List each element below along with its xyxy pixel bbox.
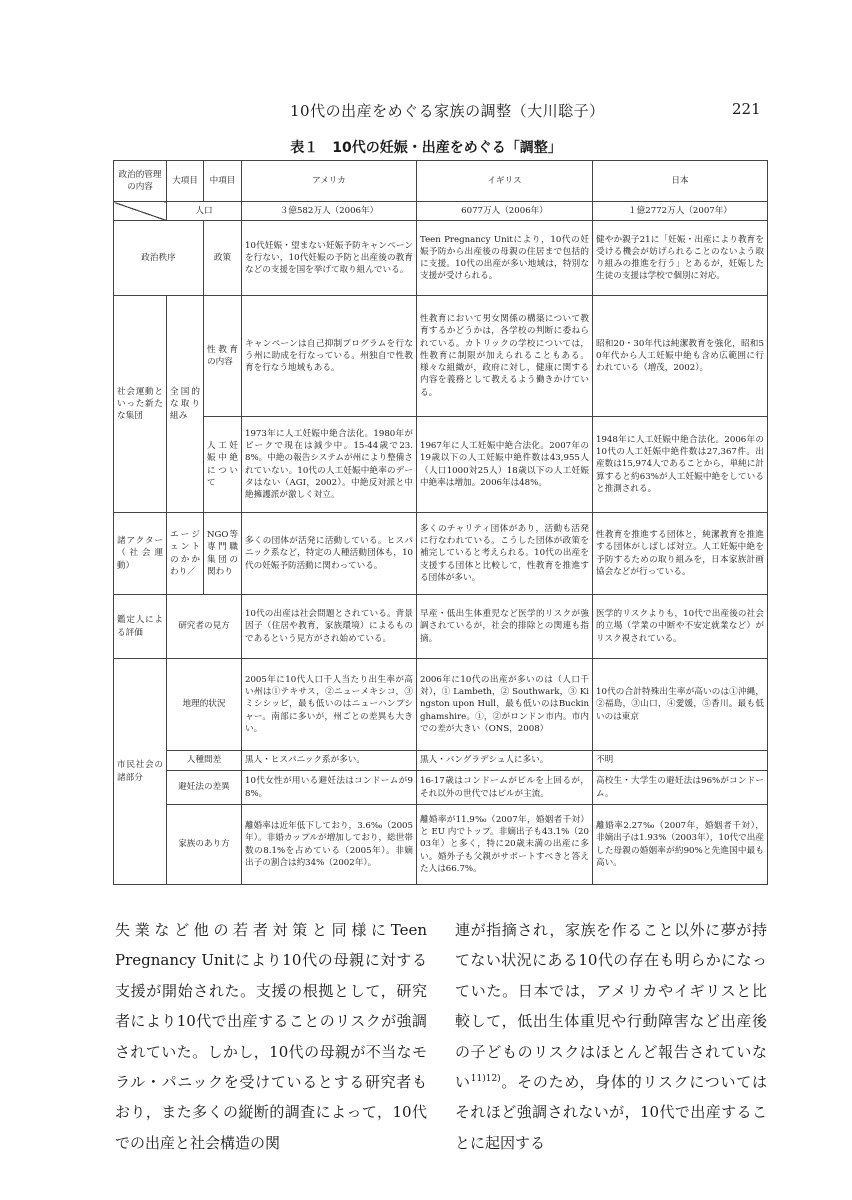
header-cell-management: 政治的管理の内容 — [114, 161, 167, 202]
category-civil-society: 市民社会の諸部分 — [114, 659, 167, 885]
table-row-actors — [114, 513, 768, 595]
item-family: 家族のあり方 — [167, 805, 242, 885]
cell-policy-japan: 健やか親子21に「妊娠・出産により教育を受ける機会が妨げられることのないよう取り組みの推進を行う」とあるが，妊娠した生徒の支援は学校で個別に対応。 — [593, 221, 768, 296]
table-row-expert — [114, 595, 768, 659]
cell-sex-education-japan: 昭和20・30年代は純潔教育を強化，昭和50年代から人工妊娠中絶も含め広範囲に行われている（増茂，2002）。 — [593, 296, 768, 417]
table-caption: 表１ 10代の妊娠・出産をめぐる「調整」 — [290, 140, 562, 156]
item-geography: 地理的状況 — [167, 659, 242, 751]
cell-actors-usa: 多くの団体が活発に活動している。ヒスパニック系など，特定の人種活動団体も，10代の妊娠予防活動に関わっている。 — [242, 513, 417, 595]
cell-population-uk: 6077万人（2006年） — [417, 202, 593, 221]
table-row-population — [114, 202, 768, 221]
cell-race-uk: 黒人・バングラデシュ人に多い。 — [417, 751, 593, 771]
cell-geography-usa: 2005年に10代人口千人当たり出生率が高い州は①テキサス，②ニューメキシコ，③ミシシッピ，最も低いのはニューハンプシャー。南部に多いが，州ごとの差異も大きい。 — [242, 659, 417, 751]
cell-actors-japan: 性教育を推進する団体と，純潔教育を推進する団体がしばしば対立。人工妊娠中絶を予防するための取り組みを，日本家族計画協会などが行っている。 — [593, 513, 768, 595]
cell-expert-usa: 10代の出産は社会問題とされている。背景因子（住居や教育，家族環境）によるものであるという見方がされ始めている。 — [242, 595, 417, 659]
item-ngo-professionals: NGO等専門職集団の関わり — [204, 513, 242, 595]
page-number: 221 — [732, 100, 761, 118]
header-cell-major: 大項目 — [167, 161, 204, 202]
cell-abortion-usa: 1973年に人工妊娠中絶合法化。1980年がピークで現在は減少中。15-44歳で23.8%。中絶の報告システムが州により整備されていない。10代の人工妊娠中絶率のデータはない（AGI，2002）。中絶反対派と中絶擁護派が激しく対立。 — [242, 417, 417, 513]
major-national-efforts: 全国的な取り組み — [167, 296, 204, 513]
cell-expert-japan: 医学的リスクよりも，10代で出産後の社会的立場（学業の中断や不安定就業など）がリスク視されている。 — [593, 595, 768, 659]
category-political-order: 政治秩序 — [114, 221, 204, 296]
cell-sex-education-uk: 性教育において男女関係の構築について教育するかどうかは，各学校の判断に委ねられている。カトリックの学校については，性教育に制限が加えられることもある。様々な組織が，政府に対し，健康に関する内容を義務として教えるよう働きかけている。 — [417, 296, 593, 417]
diagonal-cell — [114, 202, 167, 221]
table-row-policy — [114, 221, 768, 296]
cell-family-usa: 離婚率は近年低下しており，3.6‰（2005年）。非婚カップルが増加しており，総世帯数の8.1%を占めている（2005年）。非嫡出子の割合は約34%（2002年）。 — [242, 805, 417, 885]
item-policy: 政策 — [204, 221, 242, 296]
item-abortion: 人工妊娠中絶について — [204, 417, 242, 513]
header-cell-japan: 日本 — [593, 161, 768, 202]
cell-geography-japan: 10代の合計特殊出生率が高いのは①沖縄，②福島，③山口，④愛媛，⑤香川。最も低いのは東京 — [593, 659, 768, 751]
major-agents: エージェントのかかわり／ — [167, 513, 204, 595]
category-social-movement: 社会運動といった新たな集団 — [114, 296, 167, 513]
row-label-population: 人口 — [167, 202, 242, 221]
table-row-sex-education — [114, 296, 768, 417]
cell-policy-usa: 10代妊娠・望まない妊娠予防キャンペーンを行ない，10代妊娠の予防と出産後の教育などの支援を国を挙げて取り組んでいる。 — [242, 221, 417, 296]
cell-policy-uk: Teen Pregnancy Unitにより，10代の妊娠予防から出産後の母親の住居まで包括的に支援。10代の出産が多い地域は，特別な支援が受けられる。 — [417, 221, 593, 296]
body-column-right — [455, 915, 767, 1158]
cell-actors-uk: 多くのチャリティ団体があり，活動も活発に行なわれている。こうした団体が政策を補完していると考えられる。10代の出産を支援する団体と比較して，性教育を推進する団体が多い。 — [417, 513, 593, 595]
category-expert-evaluation: 鑑定人による評価 — [114, 595, 167, 659]
cell-contraception-japan: 高校生・大学生の避妊法は96%がコンドーム。 — [593, 771, 768, 805]
cell-family-uk: 離婚率が11.9‰（2007年，婚姻者千対）と EU 内でトップ。非嫡出子も43.1%（2003年）と多く，特に20歳未満の出産に多い。婚外子も父親がサポートすべきと答えた人は66.7%。 — [417, 805, 593, 885]
table-row-geography — [114, 659, 768, 751]
table-row-contraception — [114, 771, 768, 805]
running-head — [0, 100, 852, 124]
body-column-left: 失業など他の若者対策と同様にTeen Pregnancy Unitにより10代の母親に対する支援が開始された。支援の根拠として，研究者により10代で出産することのリスクが強調されていた。しかし，10代の母親が不当なモラル・パニックを受けているとする研究者もおり，また多くの縦断的調査によって，10代での出産と社会構造の関 — [115, 921, 427, 1152]
body-right-text-a: 連が指摘され，家族を作ること以外に夢が持てない状況にある10代の存在も明らかになっていた。日本では，アメリカやイギリスと比較して，低出生体重児や行動障害など出産後の子どものリスクはほとんど報告されていない — [455, 921, 767, 1092]
category-actors: 諸アクター（社会運動） — [114, 513, 167, 595]
cell-contraception-usa: 10代女性が用いる避妊法はコンドームが98%。 — [242, 771, 417, 805]
table-row-family — [114, 805, 768, 885]
cell-sex-education-usa: キャンペーンは自己抑制プログラムを行なう州に助成を行なっている。州独自で性教育を行なう地域もある。 — [242, 296, 417, 417]
comparison-table — [113, 160, 768, 885]
header-cell-middle: 中項目 — [204, 161, 242, 202]
cell-family-japan: 離婚率2.27‰（2007年，婚姻者千対），非嫡出子は1.93%（2003年），10代で出産した母親の婚姻率が約90%と先進国中最も高い。 — [593, 805, 768, 885]
table-header-row — [114, 161, 768, 202]
header-cell-uk: イギリス — [417, 161, 593, 202]
cell-geography-uk: 2006年に10代の出産が多いのは（人口千対），① Lambeth，② Southwark，③ Kingston upon Hull，最も低いのはBuckinghamshire。①，②がロンドン市内。市内での差が大きい（ONS，2008） — [417, 659, 593, 751]
item-race: 人種間差 — [167, 751, 242, 771]
item-sex-education: 性教育の内容 — [204, 296, 242, 417]
cell-race-usa: 黒人・ヒスパニック系が多い。 — [242, 751, 417, 771]
cell-population-japan: １億2772万人（2007年） — [593, 202, 768, 221]
table-row-race — [114, 751, 768, 771]
body-right-text-b: 。そのため，身体的リスクについてはそれほど強調されないが，10代で出産することに起因する — [455, 1073, 767, 1152]
item-contraception: 避妊法の差異 — [167, 771, 242, 805]
running-head-title: 10代の出産をめぐる家族の調整（大川聡子） — [290, 102, 605, 120]
cell-expert-uk: 早産・低出生体重児など医学的リスクが強調されているが，社会的排除との関連も指摘。 — [417, 595, 593, 659]
citation-superscript: 11)12) — [470, 1074, 501, 1085]
cell-abortion-uk: 1967年に人工妊娠中絶合法化。2007年の19歳以下の人工妊娠中絶件数は43,955人（人口1000対25人）18歳以下の人工妊娠中絶率は増加。2006年は48%。 — [417, 417, 593, 513]
header-cell-usa: アメリカ — [242, 161, 417, 202]
table-row-abortion — [114, 417, 768, 513]
cell-abortion-japan: 1948年に人工妊娠中絶合法化。2006年の10代の人工妊娠中絶件数は27,367件。出産数は15,974人であることから，単純に計算すると約63%が人工妊娠中絶をしていると推測される。 — [593, 417, 768, 513]
cell-population-usa: ３億582万人（2006年） — [242, 202, 417, 221]
cell-race-japan: 不明 — [593, 751, 768, 771]
item-researcher-view: 研究者の見方 — [167, 595, 242, 659]
cell-contraception-uk: 16-17歳はコンドームがピルを上回るが，それ以外の世代ではピルが主流。 — [417, 771, 593, 805]
